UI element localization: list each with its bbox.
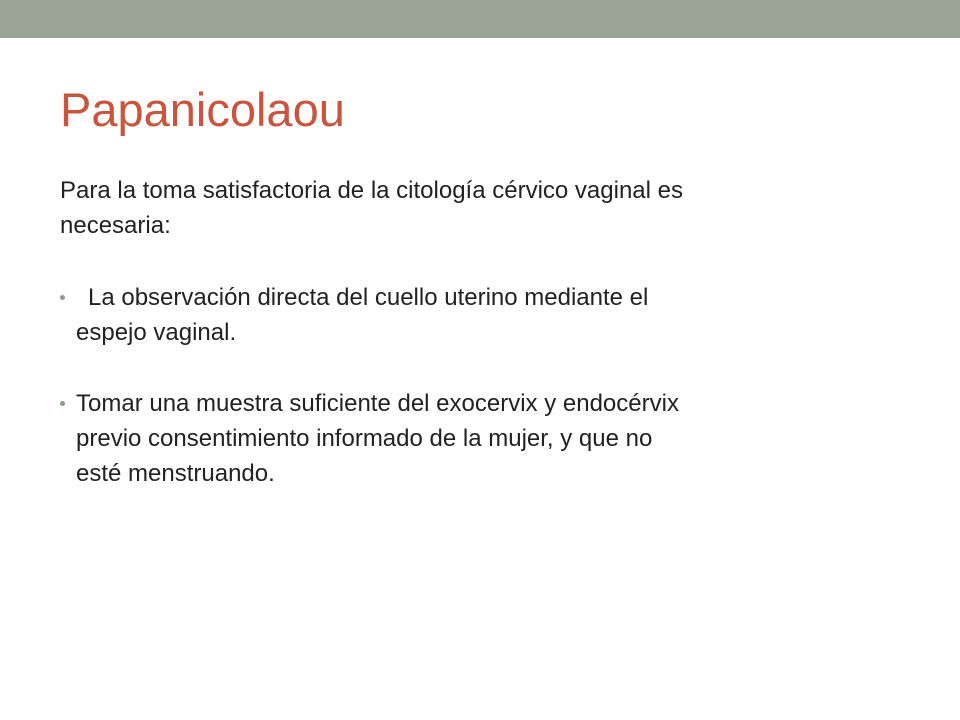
bullet-item — [60, 386, 910, 491]
bullet-item — [60, 280, 910, 350]
bullet-line: La observación directa del cuello uterino mediante el — [88, 284, 649, 311]
slide-body — [60, 173, 910, 491]
bullet-icon — [60, 401, 65, 406]
intro-line: Para la toma satisfactoria de la citología cérvico vaginal es — [60, 177, 683, 204]
bullet-line: Tomar una muestra suficiente del exocervix y endocérvix — [76, 390, 679, 417]
header-bar — [0, 0, 960, 38]
bullet-line: previo consentimiento informado de la mujer, y que no — [76, 425, 653, 452]
intro-line: necesaria: — [60, 212, 171, 239]
bullet-line: espejo vaginal. — [76, 319, 237, 346]
intro-paragraph — [60, 173, 910, 243]
slide-title: Papanicolaou — [60, 83, 345, 136]
bullet-icon — [60, 295, 65, 300]
bullet-line: esté menstruando. — [76, 460, 275, 487]
bullet-list — [60, 280, 910, 491]
